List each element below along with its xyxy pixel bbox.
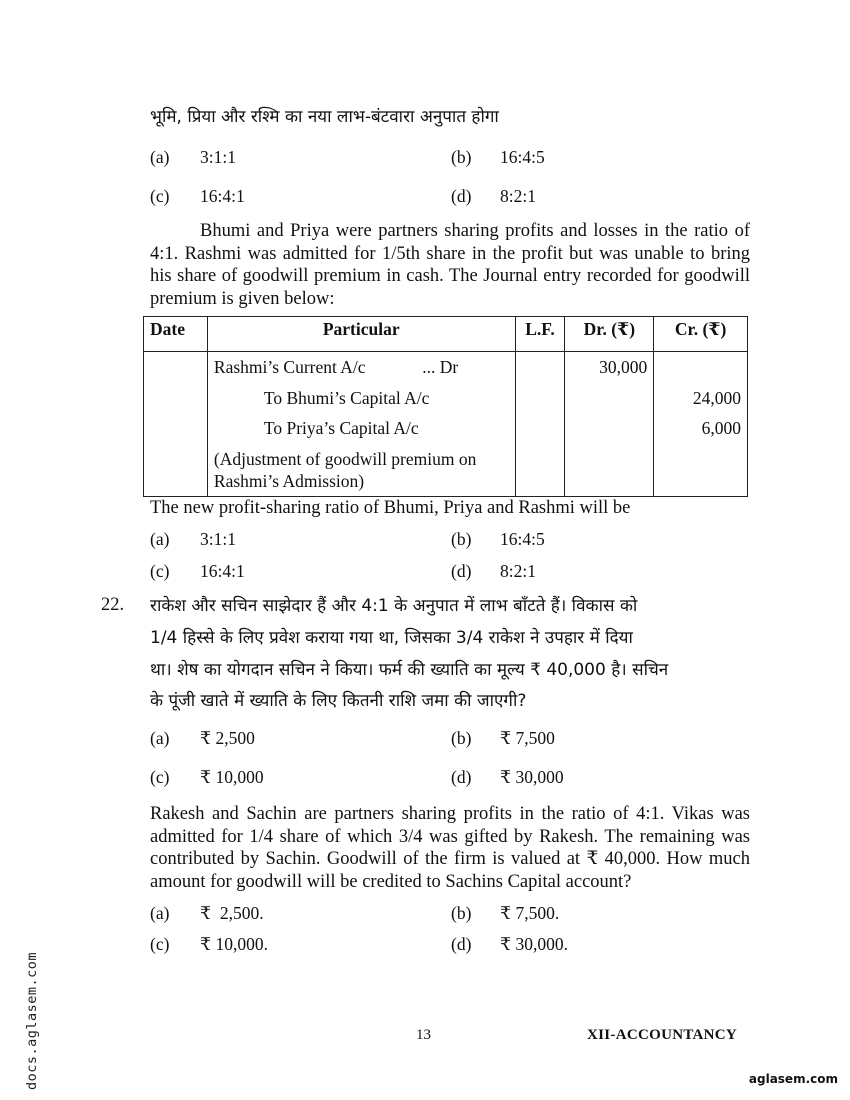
credit-amount: 6,000 <box>701 418 741 438</box>
credit-amount: 24,000 <box>692 387 741 408</box>
hindi-line: 1/4 हिस्से के लिए प्रवेश कराया गया था, जिसका 3/4 राकेश ने उपहार में दिया <box>150 628 633 648</box>
particular-cell <box>207 352 515 497</box>
side-watermark: docs.aglasem.com <box>24 951 40 1090</box>
lf-cell <box>515 352 565 497</box>
option-label: (c) <box>150 561 170 581</box>
subject-footer: XII-ACCOUNTANCY <box>587 1027 738 1043</box>
option-label: (d) <box>451 934 472 954</box>
option-value: 16:4:5 <box>500 529 545 549</box>
option-label: (a) <box>150 147 170 167</box>
date-cell <box>144 352 208 497</box>
narration: (Adjustment of goodwill premium on Rashmi’s Admission) <box>213 448 477 491</box>
entry-line <box>214 352 509 383</box>
option-value: ₹ 30,000. <box>500 934 569 954</box>
brand-watermark: aglasem.com <box>748 1072 838 1086</box>
option-label: (b) <box>451 903 472 923</box>
option-label: (b) <box>451 728 472 748</box>
option-value: 8:2:1 <box>500 561 536 581</box>
option-label: (a) <box>150 903 170 923</box>
dr-cell <box>565 352 654 497</box>
credit-account: To Priya’s Capital A/c <box>263 418 419 438</box>
header-particular: Particular <box>207 317 515 352</box>
option-label: (c) <box>150 767 170 787</box>
header-lf: L.F. <box>515 317 565 352</box>
header-date: Date <box>144 317 208 352</box>
option-value: 16:4:1 <box>200 186 245 206</box>
credit-account: To Bhumi’s Capital A/c <box>263 387 430 408</box>
table-row <box>144 352 748 497</box>
q21-hindi-text: भूमि, प्रिया और रश्मि का नया लाभ-बंटवारा अनुपात होगा <box>150 107 499 127</box>
option-value: ₹ 7,500 <box>500 728 555 748</box>
q21-english-question: The new profit-sharing ratio of Bhumi, Priya and Rashmi will be <box>150 498 631 518</box>
option-value: 16:4:5 <box>500 147 545 167</box>
cr-cell <box>654 352 748 497</box>
option-label: (c) <box>150 934 170 954</box>
header-cr: Cr. (₹) <box>654 317 748 352</box>
option-label: (d) <box>451 561 472 581</box>
q21-english-intro: Bhumi and Priya were partners sharing profits and losses in the ratio of 4:1. Rashmi was admitted for 1/5th share in the profit but was unable to bring his share of goodwill premium in cash. The Journal entry recorded for goodwill premium is given below: <box>150 221 750 309</box>
hindi-line: राकेश और सचिन साझेदार हैं और 4:1 के अनुपात में लाभ बाँटते हैं। विकास को <box>150 596 638 616</box>
option-value: ₹ 2,500. <box>200 903 264 923</box>
page-number: 13 <box>416 1027 431 1043</box>
hindi-line: था। शेष का योगदान सचिन ने किया। फर्म की ख्याति का मूल्य ₹ 40,000 है। सचिन <box>150 660 669 680</box>
journal-entry-table <box>143 316 748 497</box>
question-number: 22. <box>101 595 125 615</box>
option-label: (c) <box>150 186 170 206</box>
option-label: (d) <box>451 186 472 206</box>
debit-amount: 30,000 <box>599 357 648 377</box>
credit-amount <box>654 352 747 383</box>
option-label: (b) <box>451 147 472 167</box>
option-label: (d) <box>451 767 472 787</box>
hindi-line: के पूंजी खाते में ख्याति के लिए कितनी राशि जमा की जाएगी? <box>150 691 527 711</box>
debit-marker: ... Dr <box>422 357 459 377</box>
q22-english-question: Rakesh and Sachin are partners sharing profits in the ratio of 4:1. Vikas was admitted for 1/4 share of which 3/4 was gifted by Rakesh. The remaining was contributed by Sachin. Goodwill of the firm is valued at ₹ 40,000. How much amount for goodwill will be credited to Sachins Capital account? <box>150 804 750 892</box>
option-value: ₹ 30,000 <box>500 767 564 787</box>
option-value: ₹ 10,000. <box>200 934 269 954</box>
table-header-row <box>144 317 748 352</box>
option-value: 16:4:1 <box>200 561 245 581</box>
option-value: ₹ 2,500 <box>200 728 255 748</box>
debit-account: Rashmi’s Current A/c <box>213 357 366 377</box>
option-value: 8:2:1 <box>500 186 536 206</box>
option-label: (a) <box>150 529 170 549</box>
option-label: (b) <box>451 529 472 549</box>
option-label: (a) <box>150 728 170 748</box>
header-dr: Dr. (₹) <box>565 317 654 352</box>
option-value: ₹ 7,500. <box>500 903 560 923</box>
option-value: ₹ 10,000 <box>200 767 264 787</box>
option-value: 3:1:1 <box>200 147 236 167</box>
option-value: 3:1:1 <box>200 529 236 549</box>
